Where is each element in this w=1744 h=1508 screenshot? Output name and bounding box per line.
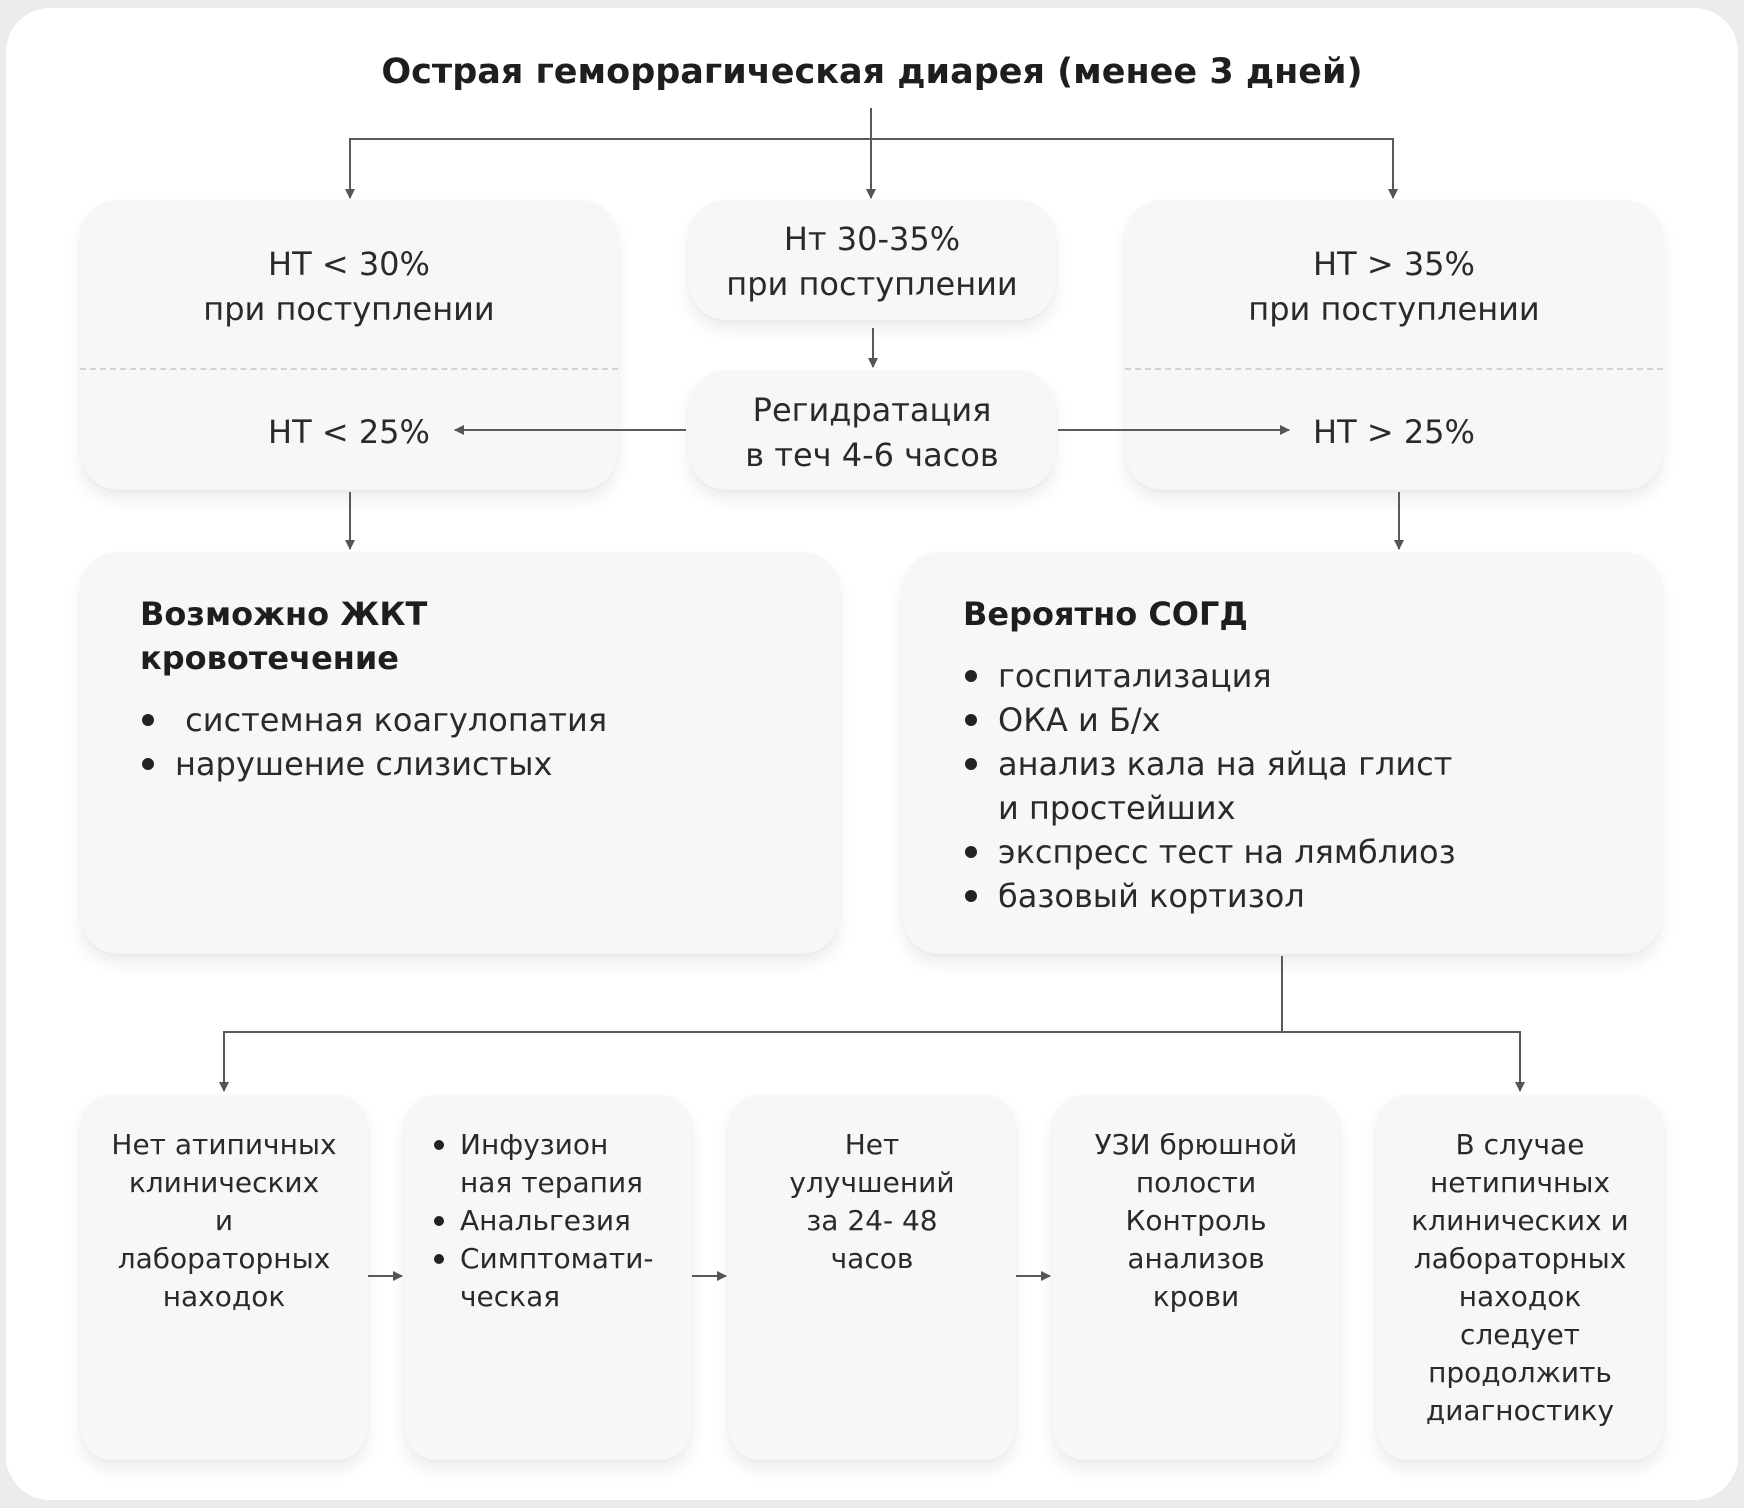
list-item: Симптомати- ческая: [430, 1240, 680, 1316]
hematocrit-mid-caption: при поступлении: [726, 265, 1018, 303]
hematocrit-high-value: НТ > 35%: [1313, 245, 1475, 283]
list-item: госпитализация: [963, 654, 1623, 698]
hematocrit-high-caption: при поступлении: [1248, 290, 1540, 328]
gi-bleeding-heading-line1: Возможно ЖКТ: [140, 595, 428, 633]
step-no-atypical-text: Нет атипичных клинических и лабораторных находок: [111, 1128, 337, 1313]
hematocrit-low-caption: при поступлении: [203, 290, 495, 328]
hematocrit-low-after: НТ < 25%: [268, 413, 430, 451]
list-item: анализ кала на яйца глист и простейших: [963, 742, 1623, 830]
list-item: Анальгезия: [430, 1202, 680, 1240]
step-no-improvement-text: Нет улучшений за 24- 48 часов: [789, 1128, 955, 1275]
list-item: экспресс тест на лямблиоз: [963, 830, 1623, 874]
hematocrit-mid-text: [688, 217, 1056, 307]
list-item: нарушение слизистых: [140, 742, 800, 786]
rehydration-title: Регидратация: [752, 391, 992, 429]
step-therapy-list: [430, 1126, 680, 1316]
hematocrit-low-divider: [80, 368, 618, 370]
gi-bleeding-heading: [140, 592, 427, 680]
hematocrit-high-initial: [1125, 242, 1663, 332]
hematocrit-low-initial: [80, 242, 618, 332]
rehydration-text: [688, 388, 1056, 478]
list-item: Инфузион ная терапия: [430, 1126, 680, 1202]
rehydration-duration: в теч 4-6 часов: [745, 436, 999, 474]
hematocrit-high-divider: [1125, 368, 1663, 370]
list-item: ОКА и Б/х: [963, 698, 1623, 742]
hematocrit-high-after: НТ > 25%: [1313, 413, 1475, 451]
sogd-list: [963, 654, 1623, 918]
diagram-title: Острая геморрагическая диарея (менее 3 дней): [381, 52, 1363, 92]
list-item: базовый кортизол: [963, 874, 1623, 918]
list-item: системная коагулопатия: [140, 698, 800, 742]
hematocrit-low-value: НТ < 30%: [268, 245, 430, 283]
hematocrit-mid-value: Нт 30-35%: [783, 220, 961, 258]
gi-bleeding-list: [140, 698, 800, 786]
sogd-heading: Вероятно СОГД: [963, 595, 1248, 633]
step-ultrasound-text: УЗИ брюшной полости Контроль анализов крови: [1094, 1128, 1298, 1313]
gi-bleeding-heading-line2: кровотечение: [140, 639, 399, 677]
step-continue-diagnostics-text: В случае нетипичных клинических и лабораторных находок следует продолжить диагностику: [1411, 1128, 1629, 1427]
